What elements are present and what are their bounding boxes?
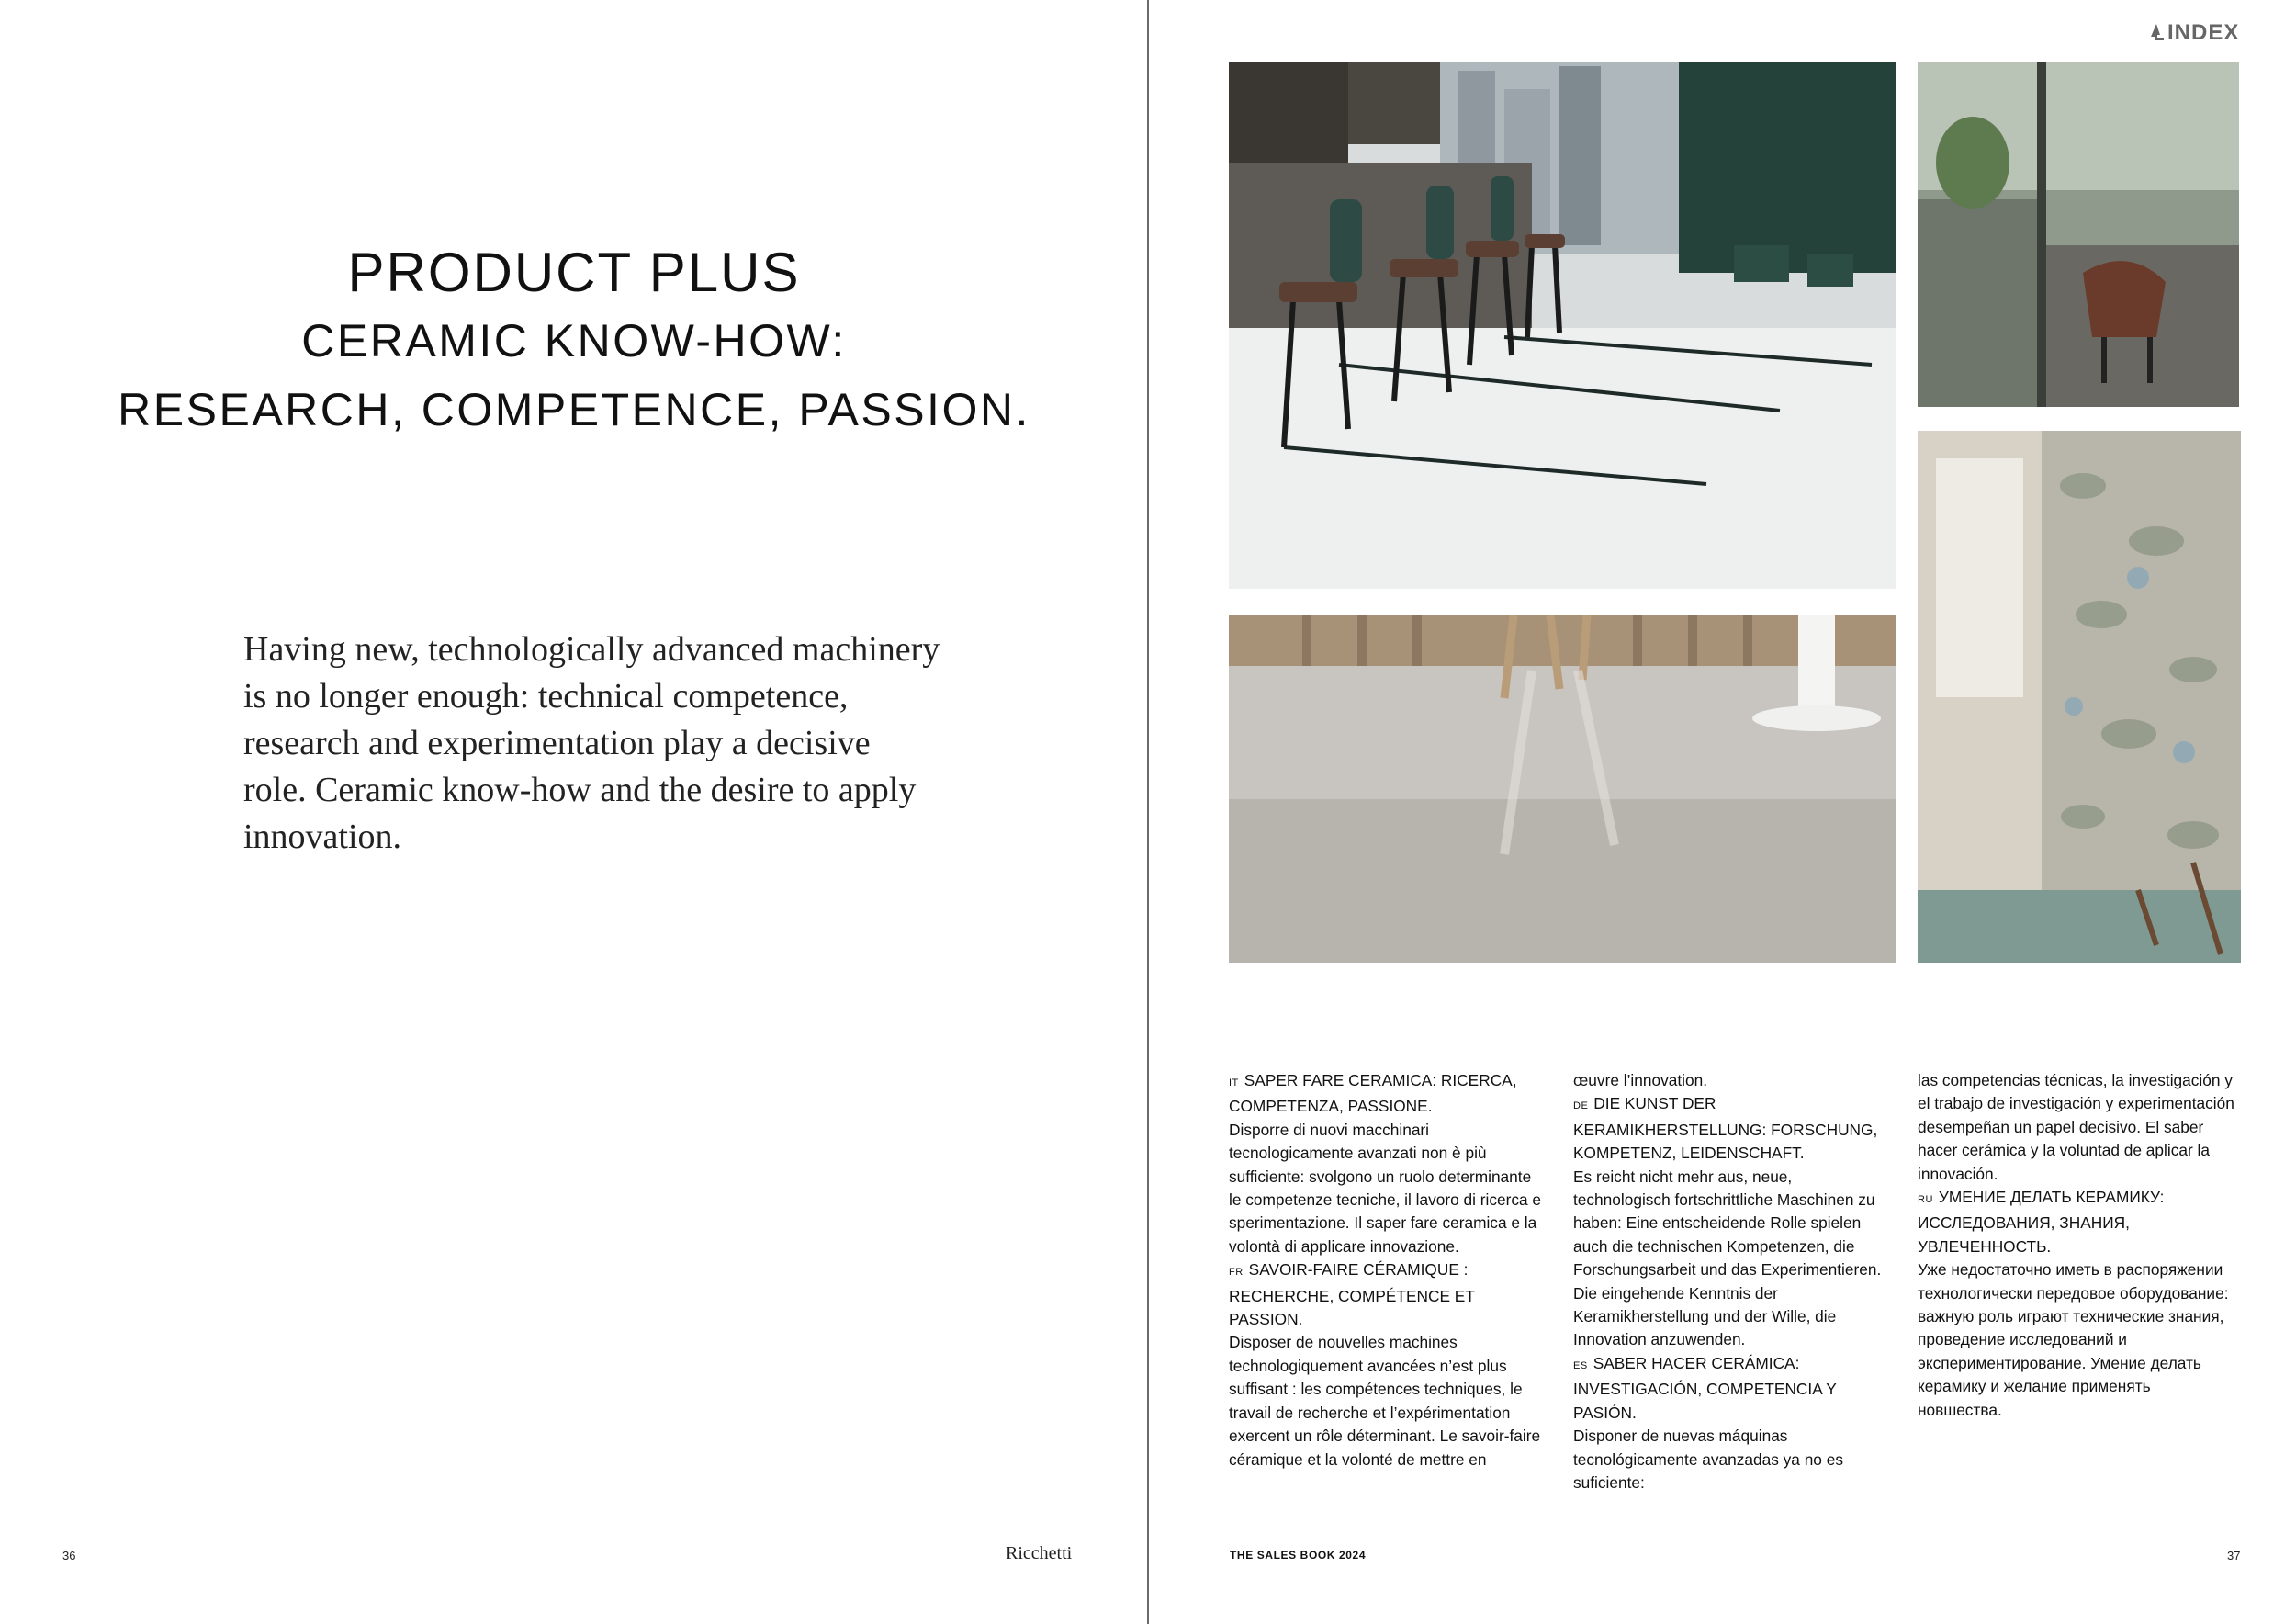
index-link[interactable] — [2147, 20, 2239, 46]
fr-heading: SAVOIR-FAIRE CÉRAMIQUE : RECHERCHE, COMPÉTENCE ET PASSION. — [1229, 1260, 1475, 1329]
it-block — [1229, 1069, 1546, 1119]
it-heading: SAPER FARE CERAMICA: RICERCA, COMPETENZA, PASSIONE. — [1229, 1071, 1517, 1116]
grey-floor-photo-icon — [1229, 615, 1896, 963]
de-block — [1573, 1092, 1890, 1165]
photo-lounge — [1918, 62, 2239, 407]
page-subtitle-line-1: CERAMIC KNOW-HOW: — [301, 315, 847, 367]
ru-heading: УМЕНИЕ ДЕЛАТЬ КЕРАМИКУ: ИССЛЕДОВАНИЯ, ЗНАНИЯ, УВЛЕЧЕННОСТЬ. — [1918, 1188, 2165, 1256]
it-body: Disporre di nuovi macchinari tecnologicamente avanzati non è più sufficiente: svolgono un ruolo determinante le competenze tecniche, il lavoro di ricerca e sperimentazione. Il saper fare ceramica e la volontà di applicare innovazione. — [1229, 1120, 1542, 1256]
lounge-photo-icon — [1918, 62, 2239, 407]
page-number-right: 37 — [2227, 1549, 2241, 1562]
lang-code-ru: RU — [1918, 1194, 1933, 1206]
es-block — [1573, 1352, 1890, 1425]
es-body-part-1: Disponer de nuevas máquinas tecnológicamente avanzadas ya no es suficiente: — [1573, 1427, 1843, 1492]
title-block — [55, 239, 1093, 445]
ru-block — [1918, 1186, 2234, 1258]
text-column-3 — [1918, 1069, 2234, 1422]
page-subtitle-line-2: RESEARCH, COMPETENCE, PASSION. — [118, 384, 1030, 435]
es-heading: SABER HACER CERÁMICA: INVESTIGACIÓN, COMPETENCIA Y PASIÓN. — [1573, 1353, 1837, 1422]
fr-body-part-2: œuvre l’innovation. — [1573, 1071, 1707, 1089]
de-heading: DIE KUNST DER KERAMIKHERSTELLUNG: FORSCHUNG, KOMPETENZ, LEIDENSCHAFT. — [1573, 1094, 1878, 1163]
fr-body-part-1: Disposer de nouvelles machines technologiquement avancées n’est plus suffisant : les compétences techniques, le travail de recherche et l’expérimentation exercent un rôle déterminant. Le savoir-faire céramique et la volonté de mettre en — [1229, 1333, 1541, 1469]
photo-bar-interior — [1229, 62, 1896, 589]
photo-floral-wall — [1918, 431, 2241, 963]
page-number-left: 36 — [62, 1549, 76, 1562]
lang-code-es: ES — [1573, 1359, 1588, 1371]
brand-name: Ricchetti — [1006, 1543, 1073, 1563]
intro-paragraph: Having new, technologically advanced machinery is no longer enough: technical competence, research and experimentation play a decisive role. Ceramic know-how and the desire to apply innovation. — [243, 630, 940, 856]
text-column-2 — [1573, 1069, 1890, 1494]
index-label: INDEX — [2167, 20, 2240, 45]
bar-interior-photo-icon — [1229, 62, 1896, 589]
es-body-part-2: las competencias técnicas, la investigación y el trabajo de investigación y experimentación desempeñan un papel decisivo. El saber hacer cerámica y la voluntad de aplicar la innovación. — [1918, 1071, 2234, 1183]
lang-code-it: IT — [1229, 1077, 1239, 1088]
right-page — [1148, 0, 2296, 1624]
ru-body: Уже недостаточно иметь в распоряжении технологически передовое оборудование: важную роль играют технические знания, проведение исследований и экспериментирование. Умение делать керамику и желание применять новшества. — [1918, 1260, 2229, 1419]
de-body: Es reicht nicht mehr aus, neue, technologisch fortschrittliche Maschinen zu haben: Eine entscheidende Rolle spielen auch die technischen Kompetenzen, die Forschungsarbeit und das Experimentieren. Die eingehende Kenntnis der Keramikherstellung und der Wille, die Innovation anzuwenden. — [1573, 1167, 1882, 1349]
floral-wall-photo-icon — [1918, 431, 2241, 963]
index-arrow-icon — [2147, 22, 2166, 44]
footer-book-title: THE SALES BOOK 2024 — [1230, 1549, 1367, 1562]
fr-block — [1229, 1258, 1546, 1331]
text-column-1 — [1229, 1069, 1546, 1472]
page-title: PRODUCT PLUS — [347, 242, 801, 303]
lang-code-fr: FR — [1229, 1267, 1244, 1279]
lang-code-de: DE — [1573, 1100, 1589, 1112]
photo-grey-floor — [1229, 615, 1896, 963]
